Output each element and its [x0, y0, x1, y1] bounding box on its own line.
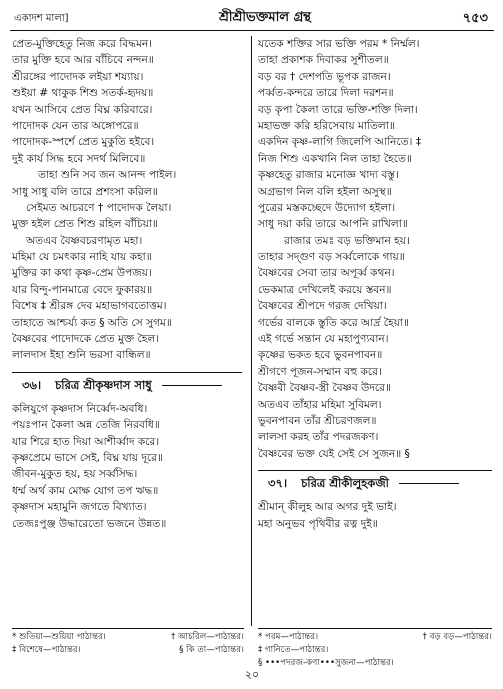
verse-line: শুইয়া # থাকুক শিশু সতর্ক-হৃদয়॥ [12, 87, 154, 100]
chapter-title: চরিত্র শ্রীকীলুহকজী [301, 476, 389, 491]
chapter-heading-krishnadas [12, 372, 242, 395]
verse-line: লালদাস ইহা শুনি ভরসা বান্ধিল॥ [12, 349, 151, 362]
footnotes-left [12, 628, 244, 657]
footnote-row [258, 644, 492, 657]
chapter-underline [162, 385, 222, 386]
verse-line: অগ্রভাগ নিল বলি হইলা অসুস্থ॥ [258, 185, 392, 198]
verse-line: ভেকমাত্র দেখিলেই করয়ে স্তবন॥ [258, 283, 392, 296]
footnote: § কি তা—পাঠান্তর। [179, 645, 244, 655]
verse-line: রাজার তমঃ বড় ভক্তিমান হয়। [284, 234, 410, 247]
verse-line: সেইমত আচরণে † পাদোদক লৈয়া। [26, 201, 172, 214]
header-book-title: শ্রীশ্রীভক্তমাল গ্রন্থ [219, 10, 311, 25]
left-column [12, 36, 242, 532]
verse-line: দুই কার্য সিদ্ধ হবে সদর্থ মিলিবে॥ [12, 152, 146, 165]
verse-line: শ্রীগণে পূজন-সম্মান বহু করে। [258, 365, 382, 378]
verse-line: মহাভক্ত করি হরিসেবায় মাতিলা॥ [258, 119, 395, 132]
verse-line: শ্রীরঙ্গের পাদোদক লইয়া শয্যায়। [12, 70, 144, 83]
verse-line: যার শিরে হাত দিয়া আশীর্ব্বাদ করে। [12, 435, 160, 448]
right-verse-block-2 [258, 499, 492, 532]
verse-line: তাহা শুনি সব জন আনন্দ পাইল। [38, 169, 177, 182]
header-page-number: ৭৫৩ [462, 11, 488, 26]
verse-line: নিজ শিশু একখানি নিল তাহা হৈতে॥ [258, 152, 412, 165]
verse-line: পাদোদক যেন তার অঙ্গোপরে॥ [12, 119, 139, 132]
verse-line: পয়ঃপান কৈলা অন্ন তেজি নিরবধি॥ [12, 419, 160, 432]
footnote: † বড় বড়—পাঠান্তর। [422, 632, 492, 642]
verse-line: সাধু সাধু বলি তারে প্রশংসা করিল॥ [12, 185, 158, 198]
verse-line: বৈষ্ণবের পাদোদকে প্রেত মুক্ত হৈল। [12, 333, 160, 346]
chapter-heading-kiluhak [258, 470, 492, 493]
chapter-number: ৩৭। [268, 476, 288, 491]
verse-line: বড় কৃপা কৈলা তারে ভক্তি-শক্তি দিলা। [258, 103, 418, 116]
verse-line: মহা অনুভব পৃথিবীর রত্ন দুই॥ [258, 517, 378, 530]
left-verse-block-2 [12, 401, 242, 532]
header-chapter-label: একাদশ মালা] [14, 13, 69, 24]
verse-line: শ্রীমান্ কীলুহ আর অগর দুই ভাই। [258, 501, 397, 514]
verse-line: লালসা করহ তাঁর পদরজকণ। [258, 431, 379, 444]
verse-line: পুত্রের মস্তকচ্ছেদে উদ্যোগ হইলা। [258, 201, 396, 214]
verse-line: প্রেত-মুক্তিহেতু নিজ করে বিদ্ধমন। [12, 38, 153, 50]
footnote: ‡ বিশেষে—পাঠান্তর। [12, 645, 81, 655]
verse-line: বৈষ্ণবের সেবা তার অপূর্ব্ব কথন। [258, 267, 395, 280]
verse-line: মুক্তির কা কথা কৃষ্ণ-প্রেম উপজয়। [12, 267, 152, 280]
verse-line: বিশেষ ‡ শ্রীরঙ্গ দেব মহাভাগবতোত্তম। [12, 300, 167, 313]
verse-line: তাহা প্রকাশক দিবাকর সুশীতল॥ [258, 54, 389, 67]
verse-line: বড় বর † দেশপতি ভূপক রাজন। [258, 70, 391, 83]
verse-line: ভুবনপাবন তাঁর শ্রীচরণজল॥ [258, 414, 377, 427]
footnote-row [12, 644, 244, 657]
verse-line: যার বিন্দু-পানমাত্রে বেদে ফুকারয়॥ [12, 283, 153, 296]
verse-line: তার মুক্তি হবে আর বাঁচিবে নন্দন॥ [12, 54, 154, 67]
verse-line: মুক্ত হইল প্রেত শিশু রহিল বাঁচিয়া॥ [12, 218, 158, 231]
verse-line: তাহাতে আশ্চর্য্য কত § অতি সে সুগম॥ [12, 316, 172, 329]
chapter-title: চরিত্র শ্রীকৃষ্ণদাস সাধু [55, 377, 152, 392]
verse-line: ধর্ম্ম অর্থ কাম মোক্ষ যোগ তপ ঋদ্ধ॥ [12, 484, 159, 497]
footnote-row [12, 631, 244, 644]
verse-line: তেজঃপুঞ্জ উদ্ধারেতো ভজনে উন্নত॥ [12, 517, 167, 530]
page-header [10, 6, 494, 31]
footnotes-right [258, 628, 492, 670]
verse-line: যখন আসিবে প্রেত বিঘ্ন করিবারে। [12, 103, 153, 116]
verse-line: পাদোদক-স্পর্শে প্রেত মুকুতি হইবে। [12, 136, 155, 149]
footnote: ‡ গানিতে—পাঠান্তর। [258, 645, 329, 655]
verse-line: কলিযুগে কৃষ্ণদাস নির্ব্বেদ-অবধি। [12, 402, 148, 415]
verse-line: জীবন-মুকুত হয়, হয় সর্ব্বসিদ্ধ। [12, 468, 138, 481]
verse-line: বৈষ্ণবের ভক্ত যেই সেই সে সুজন॥ § [258, 447, 410, 460]
folio-number: ২০ [244, 668, 260, 681]
verse-line: গর্ভের বালকে স্তুতি করে আর্দ্র হৈয়া॥ [258, 316, 409, 329]
footnote: § •••পদরজ-কণা•••সুজনা—পাঠান্তর। [258, 658, 394, 668]
footnote: * শুতিয়া—শুয়িয়া পাঠান্তর। [12, 632, 106, 642]
verse-line: কৃষ্ণের ভকত হবে ভুবনপাবন॥ [258, 349, 383, 362]
verse-line: বৈষ্ণবী বৈষ্ণব-স্ত্রী বৈষ্ণব উদরে॥ [258, 382, 392, 395]
left-verse-block [12, 36, 242, 364]
book-page [10, 6, 494, 682]
footnote: * পরম—পাঠান্তর। [258, 632, 319, 642]
right-column [258, 36, 492, 532]
verse-line: অতএব তাঁহার মহিমা সুবিমল। [258, 398, 382, 411]
footnote: † আচরিল—পাঠান্তর। [170, 632, 244, 642]
chapter-number: ৩৬। [22, 377, 42, 392]
right-verse-block [258, 36, 492, 462]
verse-line: পর্ব্বত-কন্দরে তারে দিলা দরশন॥ [258, 87, 394, 100]
column-divider [251, 36, 252, 626]
verse-line: বৈষ্ণবের শ্রীপদে গরজ দেখিয়া। [258, 300, 387, 313]
verse-line: সাধু দয়া করি তারে আপনি রাখিলা॥ [258, 218, 408, 231]
verse-line: কৃষ্ণহেতু রাজার মনোজ্ঞ খাদ্য বস্তু। [258, 169, 399, 182]
chapter-underline [399, 483, 459, 484]
verse-line: একদিন কৃষ্ণ-লাগি জিলেপি আনিতে। ‡ [258, 136, 422, 149]
verse-line: অতএব বৈষ্ণবচরণামৃত মহা। [26, 234, 143, 247]
verse-line: তাহার সদ্গুণ বড় সর্ব্বলোকে গায়॥ [258, 251, 405, 264]
footnote-row [258, 631, 492, 644]
verse-line: মহিমা যে চমৎকার নাহি যায় কহা॥ [12, 251, 152, 264]
verse-line: কৃষ্ণদাস মহামুনি জগতে বিখ্যাত। [12, 501, 147, 514]
verse-line: কৃষ্ণপ্রেমে ভাসে সেই, বিঘ্ন যায় দূরে॥ [12, 451, 163, 464]
verse-line: যতেক শক্তির সার ভক্তি পরম * নির্ম্মল। [258, 38, 420, 50]
verse-line: এই গর্ভে সন্তান যে মহাপুণ্যবান। [258, 333, 389, 346]
